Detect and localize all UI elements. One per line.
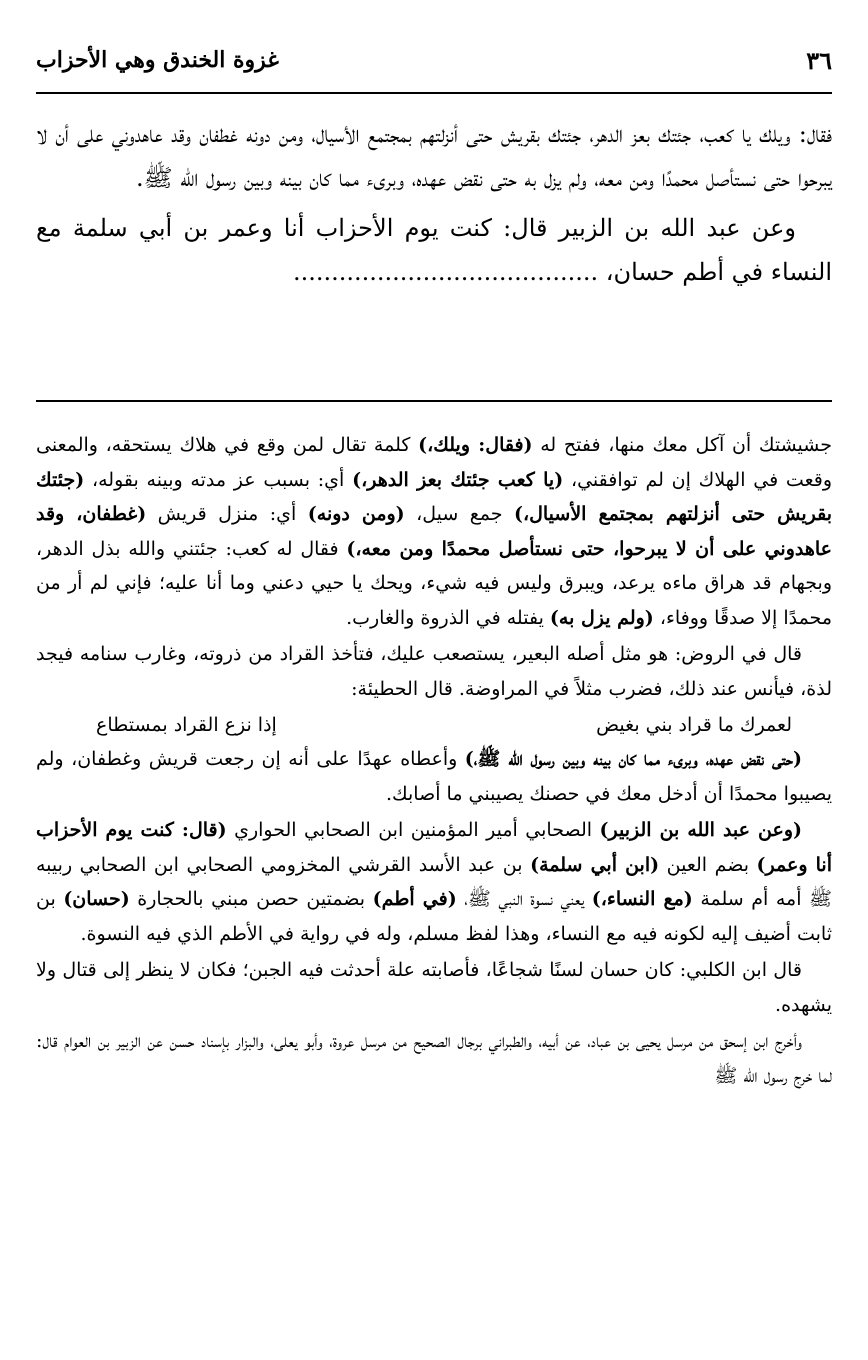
commentary-paragraph-3 — [36, 742, 832, 811]
commentary-text: يفتله في الذروة والغارب. — [346, 606, 550, 629]
poetry-verse — [36, 708, 832, 742]
main-text — [36, 112, 832, 300]
bold-quoted-text: (ولم يزل به) — [549, 606, 654, 629]
commentary-text: كلمة تقال لمن وقع في هلاك يستحقه، والمعنى وقعت في الهلاك إن لم توافقني، — [36, 434, 832, 491]
page-header — [36, 40, 832, 80]
header-rule — [36, 92, 832, 94]
running-title: غزوة الخندق وهي الأحزاب — [36, 47, 279, 73]
page-number: ٣٦ — [806, 45, 832, 75]
commentary-paragraph-1 — [36, 428, 832, 635]
footnote-separator — [36, 400, 832, 402]
commentary-paragraph-6: وأخرج ابن إسحق من مرسل يحيى بن عباد، عن أبيه، والطبراني برجال الصحيح من مرسل عروة، وأبو يعلى، والبزار بإسناد حسن عن الزبير بن العوام قال: لما خرج رسول الله ﷺ — [36, 1030, 832, 1087]
commentary-text: بضم العين — [659, 853, 757, 876]
bold-quoted-text: (في أطم) — [372, 888, 457, 910]
bold-quoted-text: (يا كعب جئتك بعز الدهر،) — [352, 468, 564, 491]
bold-quoted-text: (جئتك بقريش حتى أنزلتهم بمجتمع الأسيال،) — [36, 468, 832, 525]
bold-quoted-text: (وعن عبد الله بن الزبير) — [599, 819, 802, 841]
commentary-text: فقال له كعب: جئتني والله بذل الدهر، وبجهام قد هراق ماءه يرعد، ويبرق وليس فيه شيء، ويحك يا حيي دعني وما أنا عليه؛ فإني لم أر من محمدًا إلا صدقًا ووفاء، — [36, 537, 832, 629]
bold-quoted-text: (غطفان، وقد عاهدوني على أن لا يبرحوا، حتى نستأصل محمدًا ومن معه،) — [36, 503, 832, 560]
commentary-text: بن عبد الأسد القرشي المخزومي الصحابي ابن الصحابي ربيبه ﷺ أمه أم سلمة — [36, 853, 832, 910]
bold-quoted-text: (حتى نقض عهده، وبرىء مما كان بينه وبين رسول الله ﷺ،) — [464, 748, 803, 770]
main-paragraph-1: فقال: ويلك يا كعب، جئتك بعز الدهر، جئتك بقريش حتى أنزلتهم بمجتمع الأسيال، ومن دونه غطفان وقد عاهدوني على أن لا يبرحوا حتى نستأصل محمدًا ومن معه، ولم يزل به حتى نقض عهده، وبرىء مما كان بينه وبين رسول الله ﷺ. — [36, 120, 832, 192]
main-paragraph-2-text: وعن عبد الله بن الزبير قال: كنت يوم الأحزاب أنا وعمر بن أبي سلمة مع النساء في أطم حسان، — [36, 214, 832, 286]
commentary-paragraph-4 — [36, 813, 832, 951]
commentary-text: جشيشتك أن آكل معك منها، ففتح له — [532, 434, 832, 456]
verse-second-hemistich: إذا نزع القراد بمستطاع — [96, 714, 277, 736]
commentary-paragraph-2: قال في الروض: هو مثل أصله البعير، يستصعب عليك، فتأخذ القراد من ذروته، وغارب سنامه فيجد لذة، فيأنس عند ذلك، فضرب مثلاً في المراوضة. قال الحطيئة: — [36, 643, 832, 700]
commentary-text: بن ثابت أضيف إليه لكونه فيه مع النساء، وهذا لفظ مسلم، وله في رواية في الأطم الذي فيه النسوة. — [36, 888, 832, 945]
bold-quoted-text: (فقال: ويلك،) — [418, 434, 533, 456]
bold-quoted-text: (ومن دونه) — [307, 503, 405, 525]
commentary-text: بضمتين حصن مبني بالحجارة — [129, 888, 373, 910]
commentary-text: جمع سيل، — [404, 503, 514, 525]
verse-first-hemistich: لعمرك ما قراد بني بغيض — [596, 714, 792, 736]
commentary-text: الصحابي أمير المؤمنين ابن الصحابي الحواري — [226, 819, 600, 841]
commentary-text: يعني نسوة النبي ﷺ، — [456, 888, 592, 910]
bold-quoted-text: (ابن أبي سلمة) — [530, 853, 660, 876]
commentary-paragraph-5: قال ابن الكلبي: كان حسان لسنًا شجاعًا، فأصابته علة أحدثت فيه الجبن؛ فكان لا ينظر إلى قتال ولا يشهده. — [36, 959, 832, 1016]
ellipsis-dots: ........................................ — [292, 258, 599, 286]
bold-quoted-text: (حسان) — [63, 888, 130, 910]
commentary — [36, 428, 832, 1095]
bold-quoted-text: (مع النساء،) — [591, 888, 693, 910]
bold-quoted-text: (قال: كنت يوم الأحزاب أنا وعمر) — [36, 819, 832, 876]
main-paragraph-2 — [36, 206, 832, 294]
commentary-text: أي: منزل قريش — [146, 503, 308, 525]
commentary-text: أي: بسبب عز مدته وبينه بقوله، — [84, 468, 353, 491]
commentary-text: وأعطاه عهدًا على أنه إن رجعت قريش وغطفان، ولم يصيبوا محمدًا أن أدخل معك في حصنك يصيبني ما أصابك. — [36, 748, 832, 805]
